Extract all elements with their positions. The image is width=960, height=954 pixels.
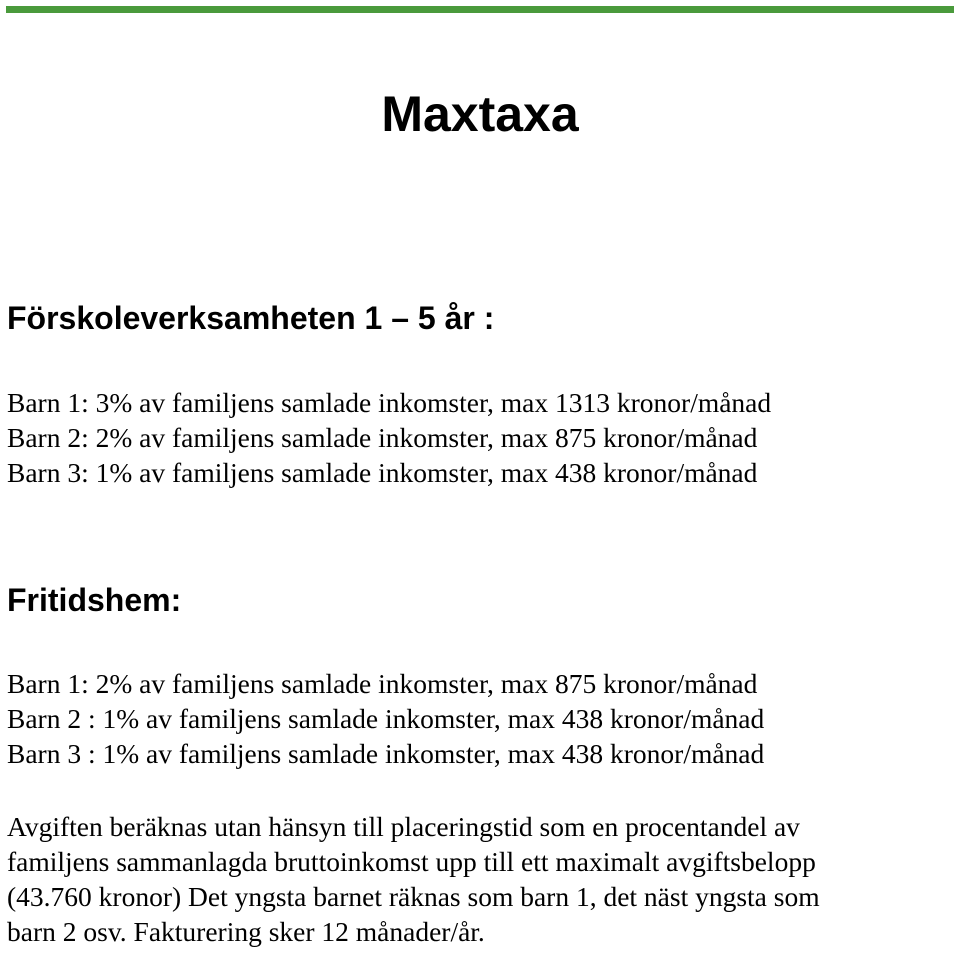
leisure-fee-line-1: Barn 1: 2% av familjens samlade inkomster, max 875 kronor/månad	[7, 668, 758, 699]
leisure-center-heading: Fritidshem:	[7, 582, 182, 618]
top-accent-bar	[6, 6, 954, 13]
leisure-fee-line-3: Barn 3 : 1% av familjens samlade inkomster, max 438 kronor/månad	[7, 738, 765, 769]
leisure-fee-line-2: Barn 2 : 1% av familjens samlade inkomster, max 438 kronor/månad	[7, 703, 765, 734]
preschool-fee-line-2: Barn 2: 2% av familjens samlade inkomster, max 875 kronor/månad	[7, 422, 758, 453]
preschool-fee-line-1: Barn 1: 3% av familjens samlade inkomster, max 1313 kronor/månad	[7, 387, 772, 418]
note-line-4: barn 2 osv. Fakturering sker 12 månader/år.	[7, 916, 485, 947]
preschool-heading: Förskoleverksamheten 1 – 5 år :	[7, 300, 495, 336]
note-line-3: (43.760 kronor) Det yngsta barnet räknas som barn 1, det näst yngsta som	[7, 881, 820, 912]
preschool-fee-line-3: Barn 3: 1% av familjens samlade inkomster, max 438 kronor/månad	[7, 457, 758, 488]
note-line-1: Avgiften beräknas utan hänsyn till placeringstid som en procentandel av	[7, 811, 800, 842]
note-line-2: familjens sammanlagda bruttoinkomst upp till ett maximalt avgiftsbelopp	[7, 846, 816, 877]
page-title: Maxtaxa	[381, 86, 579, 142]
